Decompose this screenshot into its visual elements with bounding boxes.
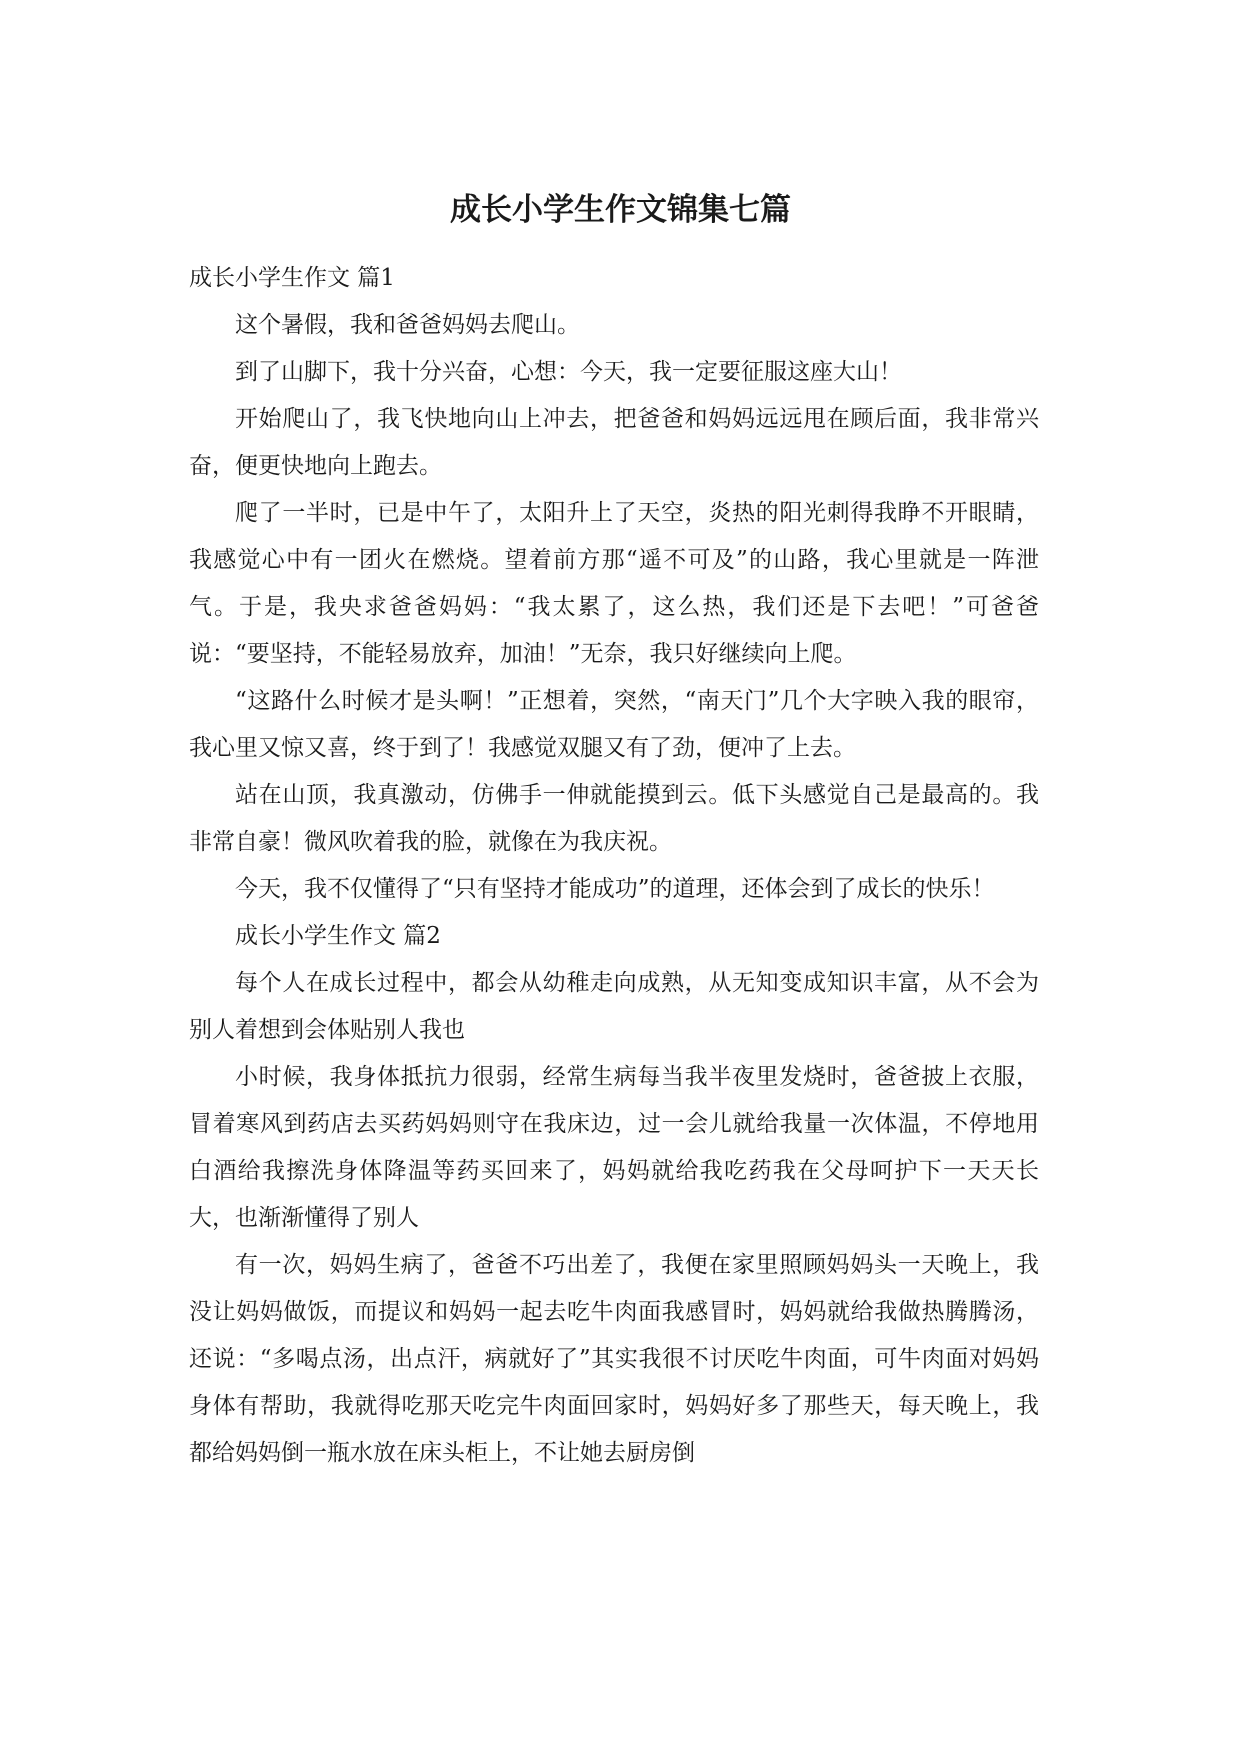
paragraph: 这个暑假，我和爸爸妈妈去爬山。: [235, 312, 580, 338]
paragraph: 到了山脚下，我十分兴奋，心想：今天，我一定要征服这座大山！: [235, 359, 902, 385]
essay-section-1: [189, 255, 1039, 913]
paragraph: 站在山顶，我真激动，仿佛手一伸就能摸到云。低下头感觉自己是最高的。我非常自豪！微风吹着我的脸，就像在为我庆祝。: [189, 782, 1039, 855]
paragraph: 开始爬山了，我飞快地向山上冲去，把爸爸和妈妈远远甩在顾后面，我非常兴奋，便更快地向上跑去。: [189, 406, 1039, 479]
document-title: 成长小学生作文锦集七篇: [450, 192, 791, 228]
paragraph: 小时候，我身体抵抗力很弱，经常生病每当我半夜里发烧时，爸爸披上衣服，冒着寒风到药店去买药妈妈则守在我床边，过一会儿就给我量一次体温，不停地用白酒给我擦洗身体降温等药买回来了，妈妈就给我吃药我在父母呵护下一天天长大，也渐渐懂得了别人: [189, 1064, 1039, 1231]
section-heading-1: 成长小学生作文 篇1: [189, 265, 395, 291]
essay-section-2: [189, 913, 1039, 1477]
section-heading-2: 成长小学生作文 篇2: [235, 923, 441, 949]
paragraph: “这路什么时候才是头啊！”正想着，突然，“南天门”几个大字映入我的眼帘，我心里又惊又喜，终于到了！我感觉双腿又有了劲，便冲了上去。: [189, 688, 1039, 761]
paragraph: 爬了一半时，已是中午了，太阳升上了天空，炎热的阳光刺得我睁不开眼睛，我感觉心中有一团火在燃烧。望着前方那“遥不可及”的山路，我心里就是一阵泄气。于是，我央求爸爸妈妈：“我太累了，这么热，我们还是下去吧！”可爸爸说：“要坚持，不能轻易放弃，加油！”无奈，我只好继续向上爬。: [189, 500, 1039, 667]
paragraph: 今天，我不仅懂得了“只有坚持才能成功”的道理，还体会到了成长的快乐！: [235, 876, 995, 902]
paragraph: 有一次，妈妈生病了，爸爸不巧出差了，我便在家里照顾妈妈头一天晚上，我没让妈妈做饭，而提议和妈妈一起去吃牛肉面我感冒时，妈妈就给我做热腾腾汤，还说：“多喝点汤，出点汗，病就好了”其实我很不讨厌吃牛肉面，可牛肉面对妈妈身体有帮助，我就得吃那天吃完牛肉面回家时，妈妈好多了那些天，每天晚上，我都给妈妈倒一瓶水放在床头柜上，不让她去厨房倒: [189, 1252, 1039, 1466]
document-body: [189, 255, 1039, 1477]
paragraph: 每个人在成长过程中，都会从幼稚走向成熟，从无知变成知识丰富，从不会为别人着想到会体贴别人我也: [189, 970, 1039, 1043]
